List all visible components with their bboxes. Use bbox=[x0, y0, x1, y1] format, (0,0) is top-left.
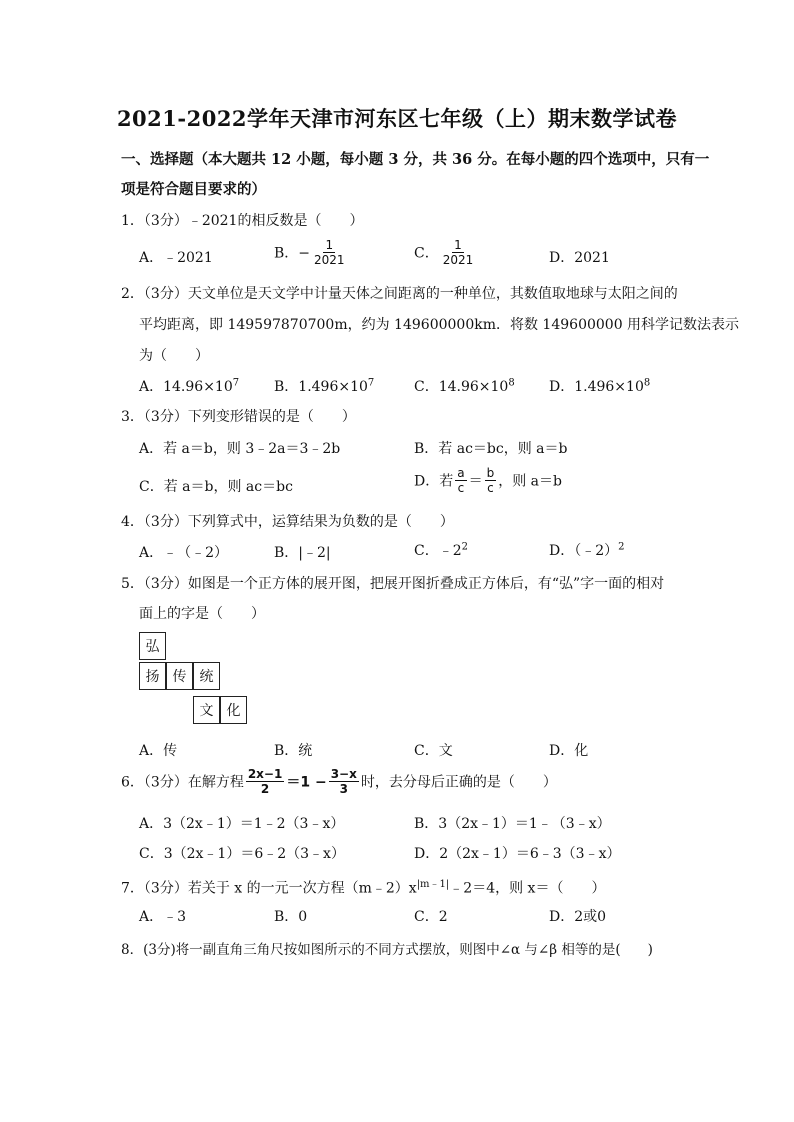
q5-stem-line2: 面上的字是（ ） bbox=[139, 606, 265, 622]
q2-option-a: A．$14.96\times 10^7$ bbox=[139, 377, 240, 395]
q7-option-b: B．0 bbox=[274, 909, 308, 925]
q1-b-numerator: 1 bbox=[325, 238, 334, 252]
q3-option-c: C．若 a＝b，则 ac＝bc bbox=[139, 479, 293, 495]
q4-option-b: B．|﹣2| bbox=[274, 545, 331, 561]
q4-option-a: A．﹣（﹣2） bbox=[139, 545, 229, 561]
page-title: 2021-2022学年天津市河东区七年级（上）期末数学试卷 bbox=[116, 106, 678, 131]
q3-option-a: A．若 a＝b，则 3﹣2a＝3﹣2b bbox=[139, 441, 341, 457]
q1-b-denominator: 2021 bbox=[314, 253, 345, 267]
q6-option-d: D．2（2x﹣1）＝6﹣3（3﹣x） bbox=[414, 846, 621, 862]
q6-option-c: C．3（2x﹣1）＝6﹣2（3﹣x） bbox=[139, 846, 345, 862]
q1-option-d: D．2021 bbox=[549, 250, 610, 266]
q7-stem: 7．（3分）若关于 x 的一元一次方程$(m﹣2)x^{|m﹣1|}﹣2=4$，则 x＝（ ） bbox=[121, 879, 606, 897]
q7-option-d: D．2或0 bbox=[549, 909, 607, 925]
q1-c-numerator: 1 bbox=[454, 238, 462, 252]
q5-stem-line1: 5．（3分）如图是一个正方体的展开图，把展开图折叠成正方体后，有“弘”字一面的相对 bbox=[121, 576, 665, 592]
net-cell-chuan: 传 bbox=[166, 662, 193, 690]
q4-stem: 4．（3分）下列算式中，运算结果为负数的是（ ） bbox=[121, 514, 454, 530]
q4-option-d: D．（﹣2）$^2$ bbox=[549, 541, 625, 559]
q7-option-a: A．﹣3 bbox=[139, 909, 187, 925]
q5-option-d: D．化 bbox=[549, 743, 589, 759]
q6-option-a: A．3（2x﹣1）＝1﹣2（3﹣x） bbox=[139, 816, 345, 832]
q1-option-b: B．− $\frac{1}{2021}$ bbox=[274, 238, 345, 267]
net-cell-yang: 扬 bbox=[139, 662, 166, 690]
q5-option-b: B．统 bbox=[274, 743, 313, 759]
q2-option-b: B．$1.496\times 10^7$ bbox=[274, 377, 375, 395]
net-cell-wen: 文 bbox=[193, 696, 220, 724]
q4-option-c: C．$﹣2^2$ bbox=[414, 541, 468, 559]
q6-option-b: B．3（2x﹣1）＝1﹣（3﹣x） bbox=[414, 816, 611, 832]
q2-stem-line3: 为（ ） bbox=[139, 348, 209, 364]
section-heading-line2: 项是符合题目要求的） bbox=[121, 181, 266, 198]
section-heading-line1: 一、选择题（本大题共 12 小题，每小题 3 分，共 36 分。在每小题的四个选项中，只有一 bbox=[121, 151, 710, 168]
q5-option-a: A．传 bbox=[139, 743, 178, 759]
q2-stem-line2: 平均距离，即 149597870700m，约为 149600000km．将数 149600000 用科学记数法表示 bbox=[139, 317, 740, 333]
q1-option-a: A．﹣2021 bbox=[139, 250, 213, 266]
q3-option-d: D．若 $\frac{a}{c}$ ＝ $\frac{b}{c}$ ，则 a＝b bbox=[414, 466, 562, 495]
net-cell-hong: 弘 bbox=[139, 632, 166, 660]
q7-option-c: C．2 bbox=[414, 909, 448, 925]
q6-stem: 6．（3分）在解方程 $\frac{2x-1}{2}$ ＝1 − $\frac{3-x}{3}$ 时，去分母后正确的是（ ） bbox=[121, 767, 557, 796]
q2-stem-line1: 2．（3分）天文单位是天文学中计量天体之间距离的一种单位，其数值取地球与太阳之间的 bbox=[121, 286, 678, 302]
q5-option-c: C．文 bbox=[414, 743, 453, 759]
q3-option-b: B．若 ac＝bc，则 a＝b bbox=[414, 441, 568, 457]
q1-c-denominator: 2021 bbox=[442, 253, 474, 267]
q2-option-d: D．$1.496\times 10^8$ bbox=[549, 377, 651, 395]
q8-stem: 8．(3分)将一副直角三角尺按如图所示的不同方式摆放，则图中∠α 与∠β 相等的是( ) bbox=[121, 942, 653, 958]
q3-stem: 3．（3分）下列变形错误的是（ ） bbox=[121, 409, 356, 425]
q2-option-c: C．$14.96\times 10^8$ bbox=[414, 377, 515, 395]
net-cell-tong: 统 bbox=[193, 662, 220, 690]
net-cell-hua: 化 bbox=[220, 696, 247, 724]
q1-stem: 1．（3分）﹣2021的相反数是（ ） bbox=[121, 213, 364, 229]
q1-option-c: C． $\frac{1}{2021}$ bbox=[414, 238, 474, 267]
